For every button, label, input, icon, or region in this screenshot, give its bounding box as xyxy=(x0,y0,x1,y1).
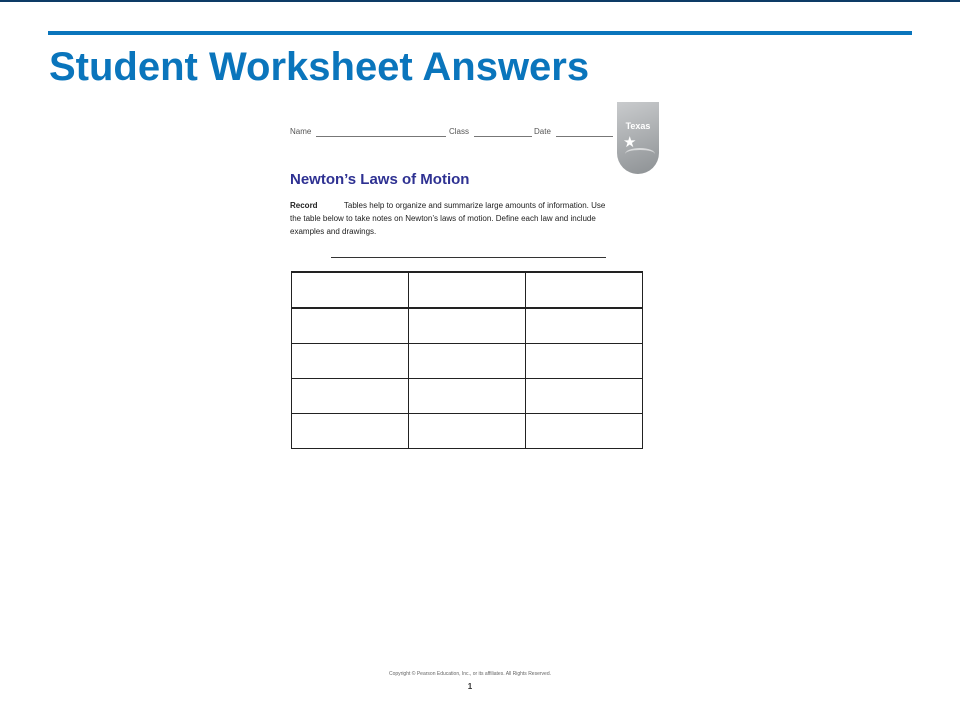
flag-wave-icon xyxy=(625,148,655,160)
table-cell[interactable] xyxy=(292,414,409,449)
table-caption-blank xyxy=(331,257,606,258)
table-cell[interactable] xyxy=(526,308,643,344)
table-cell[interactable] xyxy=(409,379,526,414)
table-row xyxy=(292,308,643,344)
instructions-line-1 xyxy=(290,199,605,212)
copyright-text: Copyright © Pearson Education, Inc., or its affiliates. All Rights Reserved. xyxy=(388,671,551,677)
table-cell[interactable] xyxy=(409,414,526,449)
instructions-line-2: the table below to take notes on Newton’s laws of motion. Define each law and include xyxy=(290,214,596,223)
notes-table xyxy=(291,271,643,449)
instructions-text-1: Tables help to organize and summarize large amounts of information. Use xyxy=(343,201,606,210)
name-label: Name xyxy=(290,127,312,136)
table-cell[interactable] xyxy=(292,308,409,344)
instructions-line-3: examples and drawings. xyxy=(290,227,377,236)
page-number: 1 xyxy=(467,682,473,691)
date-blank xyxy=(556,136,613,137)
date-label: Date xyxy=(534,127,551,136)
table-cell[interactable] xyxy=(292,272,409,308)
table-row xyxy=(292,344,643,379)
table-row xyxy=(292,379,643,414)
record-label: Record xyxy=(290,201,318,210)
class-blank xyxy=(474,136,532,137)
table-cell[interactable] xyxy=(292,379,409,414)
table-cell[interactable] xyxy=(526,344,643,379)
star-icon: ★ xyxy=(623,134,637,151)
worksheet-title: Newton’s Laws of Motion xyxy=(290,171,470,188)
name-blank xyxy=(316,136,446,137)
table-cell[interactable] xyxy=(526,272,643,308)
texas-badge xyxy=(617,102,659,174)
table-cell[interactable] xyxy=(526,379,643,414)
table-cell[interactable] xyxy=(526,414,643,449)
slide-title: Student Worksheet Answers xyxy=(49,45,590,89)
table-cell[interactable] xyxy=(292,344,409,379)
table-cell[interactable] xyxy=(409,308,526,344)
class-label: Class xyxy=(449,127,470,136)
table-row xyxy=(292,414,643,449)
badge-label: Texas xyxy=(625,121,651,131)
table-header-row xyxy=(292,272,643,308)
table-cell[interactable] xyxy=(409,272,526,308)
table-cell[interactable] xyxy=(409,344,526,379)
